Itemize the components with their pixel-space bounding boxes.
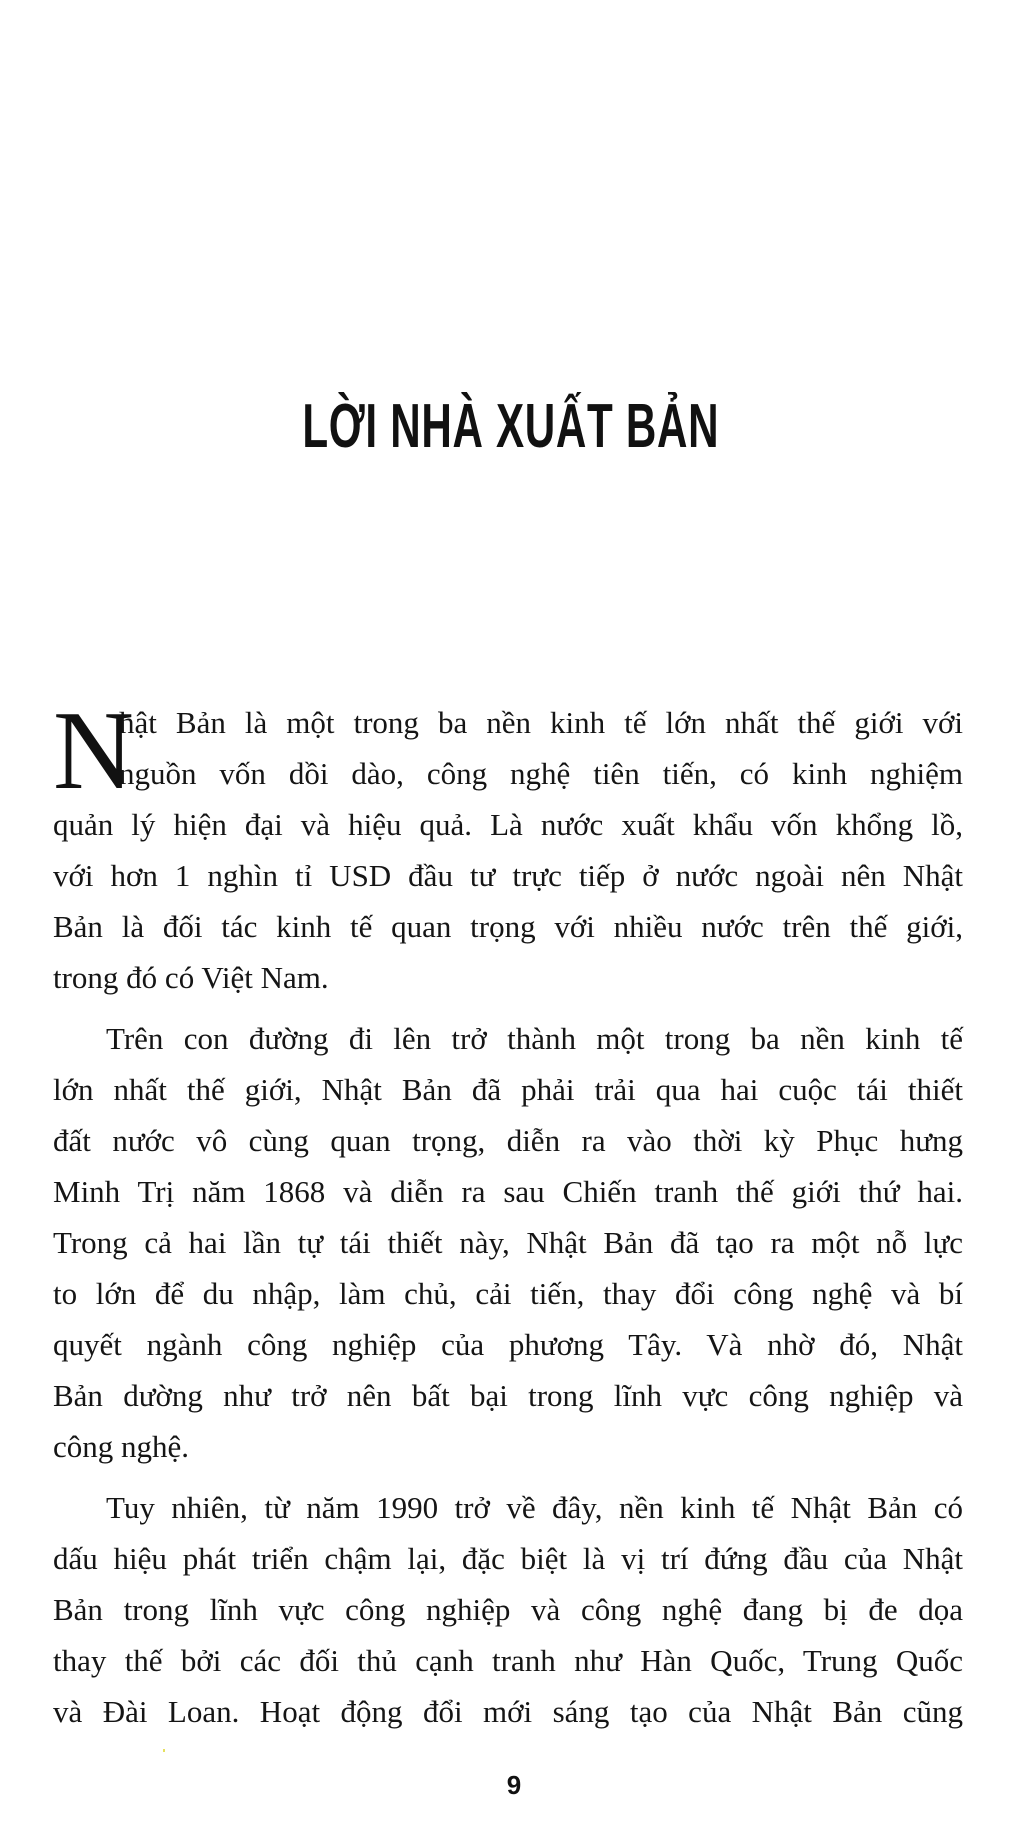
text-line: trong đó có Việt Nam. [53,960,329,995]
drop-cap: N [53,689,134,813]
text-line: quản lý hiện đại và hiệu quả. Là nước xuất khẩu vốn khổng lồ, [53,807,963,842]
text-line: công nghệ. [53,1429,190,1464]
paragraph-3 [53,1482,963,1737]
text-line: dấu hiệu phát triển chậm lại, đặc biệt là vị trí đứng đầu của Nhật [53,1541,963,1576]
text-line: to lớn để du nhập, làm chủ, cải tiến, thay đổi công nghệ và bí [53,1276,963,1311]
text-line: và Đài Loan. Hoạt động đổi mới sáng tạo của Nhật Bản cũng [53,1694,963,1729]
text-line: hật Bản là một trong ba nền kinh tế lớn nhất thế giới với [119,705,963,740]
text-line: thay thế bởi các đối thủ cạnh tranh như Hàn Quốc, Trung Quốc [53,1643,963,1678]
text-line: quyết ngành công nghiệp của phương Tây. Và nhờ đó, Nhật [53,1327,963,1362]
text-line: Bản dường như trở nên bất bại trong lĩnh vực công nghiệp và [53,1378,963,1413]
text-line: Trong cả hai lần tự tái thiết này, Nhật Bản đã tạo ra một nỗ lực [53,1225,963,1260]
text-line: Tuy nhiên, từ năm 1990 trở về đây, nền kinh tế Nhật Bản có [106,1490,963,1525]
text-line: Minh Trị năm 1868 và diễn ra sau Chiến tranh thế giới thứ hai. [53,1174,963,1209]
text-line: với hơn 1 nghìn tỉ USD đầu tư trực tiếp ở nước ngoài nên Nhật [53,858,963,893]
page-title: LỜI NHÀ XUẤT BẢN [302,392,720,461]
text-line: Trên con đường đi lên trở thành một trong ba nền kinh tế [106,1021,963,1056]
paragraph-2 [53,1013,963,1472]
text-line: Bản là đối tác kinh tế quan trọng với nhiều nước trên thế giới, [53,909,963,944]
page-number: 9 [506,1770,522,1800]
text-line: nguồn vốn dồi dào, công nghệ tiên tiến, có kinh nghiệm [119,756,963,791]
paragraph-1 [53,689,963,1003]
text-line: lớn nhất thế giới, Nhật Bản đã phải trải qua hai cuộc tái thiết [53,1072,963,1107]
body-text [53,689,963,1747]
scan-speck [163,1749,165,1752]
text-line: đất nước vô cùng quan trọng, diễn ra vào thời kỳ Phục hưng [53,1123,963,1158]
text-line: Bản trong lĩnh vực công nghiệp và công nghệ đang bị đe dọa [53,1592,963,1627]
